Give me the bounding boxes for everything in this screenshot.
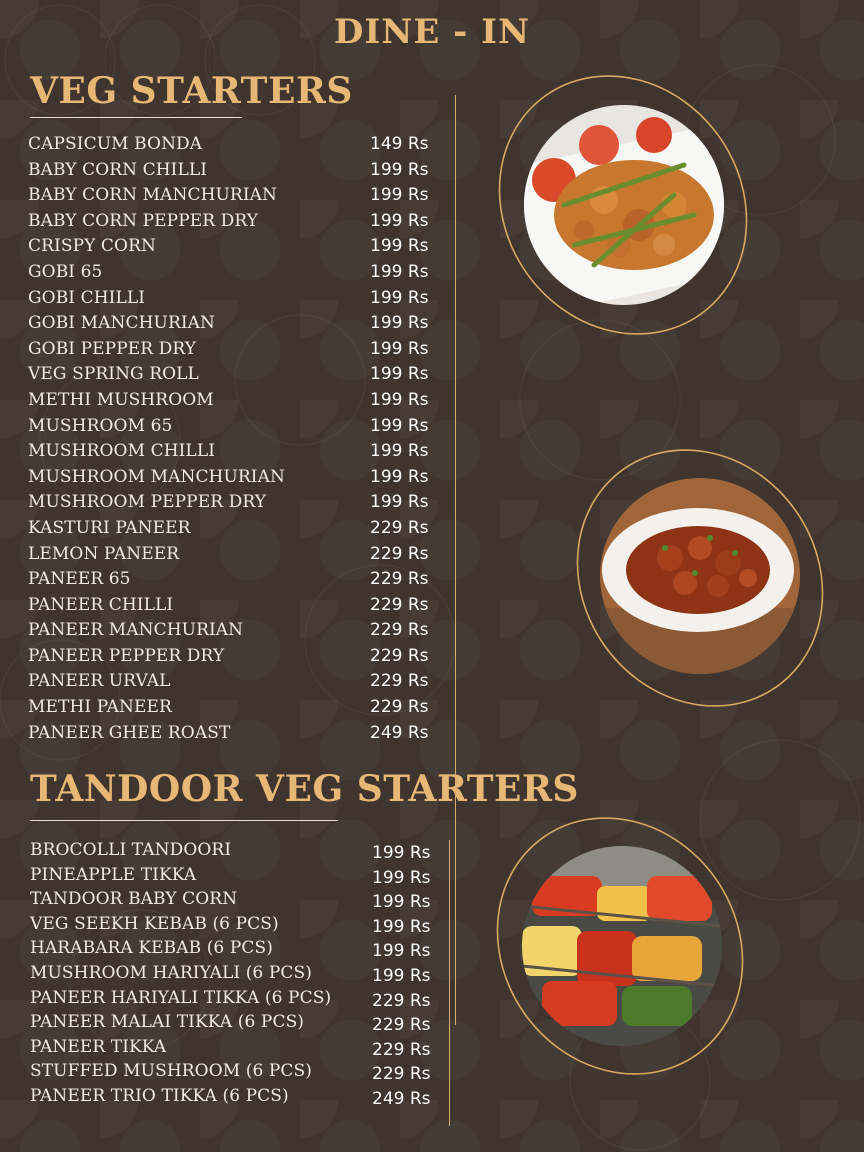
menu-item	[28, 183, 438, 209]
item-name: VEG SEEKH KEBAB (6 PCS)	[30, 913, 279, 934]
item-price: 199 Rs	[372, 867, 431, 888]
item-price: 199 Rs	[370, 159, 429, 180]
menu-item	[28, 132, 438, 158]
item-name: PANEER HARIYALI TIKKA (6 PCS)	[30, 987, 332, 1008]
menu-item	[28, 337, 438, 363]
menu-item	[28, 669, 438, 695]
item-price: 229 Rs	[370, 594, 429, 615]
menu-item	[30, 887, 440, 912]
item-name: BROCOLLI TANDOORI	[30, 840, 232, 860]
item-name: MUSHROOM CHILLI	[28, 441, 216, 462]
item-name: PANEER CHILLI	[28, 594, 174, 615]
item-price: 199 Rs	[370, 415, 429, 436]
item-price: 199 Rs	[370, 313, 429, 334]
menu-item	[28, 644, 438, 670]
section-title-veg-starters: VEG STARTERS	[30, 70, 353, 112]
paneer-tikka-skewers-photo	[522, 846, 722, 1046]
item-name: PANEER PEPPER DRY	[28, 645, 225, 666]
item-price: 199 Rs	[370, 466, 429, 487]
menu-item	[30, 986, 440, 1011]
tandoor-veg-starters-list	[30, 838, 440, 1109]
menu-item	[30, 1084, 440, 1109]
item-name: GOBI 65	[28, 261, 103, 282]
menu-item	[28, 695, 438, 721]
menu-item	[30, 1059, 440, 1084]
item-name: GOBI CHILLI	[28, 287, 146, 308]
item-price: 199 Rs	[372, 892, 431, 913]
veg-starters-list	[28, 132, 438, 746]
menu-item	[28, 414, 438, 440]
paneer-manchurian-bowl-photo	[600, 478, 800, 674]
item-name: MUSHROOM 65	[28, 415, 173, 436]
item-name: BABY CORN CHILLI	[28, 159, 208, 180]
item-name: CAPSICUM BONDA	[28, 134, 203, 154]
item-name: PANEER URVAL	[28, 671, 171, 692]
item-name: METHI PANEER	[28, 697, 172, 718]
menu-item	[30, 961, 440, 986]
menu-item	[28, 286, 438, 312]
item-name: PANEER MALAI TIKKA (6 PCS)	[30, 1012, 305, 1033]
menu-item	[28, 516, 438, 542]
item-name: CRISPY CORN	[28, 236, 156, 257]
item-price: 229 Rs	[370, 697, 429, 718]
item-name: MUSHROOM HARIYALI (6 PCS)	[30, 962, 312, 983]
item-name: LEMON PANEER	[28, 543, 180, 564]
item-name: VEG SPRING ROLL	[28, 364, 199, 385]
item-price: 229 Rs	[370, 569, 429, 590]
item-name: BABY CORN PEPPER DRY	[28, 210, 259, 231]
item-name: STUFFED MUSHROOM (6 PCS)	[30, 1061, 313, 1082]
menu-item	[30, 1035, 440, 1060]
item-price: 199 Rs	[370, 210, 429, 231]
item-name: GOBI PEPPER DRY	[28, 338, 197, 359]
item-price: 229 Rs	[370, 543, 429, 564]
item-price: 229 Rs	[370, 671, 429, 692]
item-name: PANEER 65	[28, 569, 131, 590]
section-underline	[30, 117, 242, 118]
item-name: GOBI MANCHURIAN	[28, 313, 216, 334]
item-name: TANDOOR BABY CORN	[30, 889, 238, 910]
item-price: 249 Rs	[370, 722, 429, 743]
item-name: PANEER TIKKA	[30, 1036, 167, 1057]
menu-item	[28, 618, 438, 644]
item-price: 229 Rs	[372, 1015, 431, 1036]
menu-item	[28, 388, 438, 414]
item-price: 229 Rs	[372, 1039, 431, 1060]
menu-item	[28, 567, 438, 593]
item-price: 199 Rs	[370, 261, 429, 282]
item-price: 229 Rs	[370, 517, 429, 538]
column-divider	[449, 840, 450, 1126]
item-price: 249 Rs	[372, 1088, 431, 1109]
item-name: HARABARA KEBAB (6 PCS)	[30, 938, 273, 959]
item-price: 199 Rs	[370, 338, 429, 359]
item-price: 229 Rs	[372, 1064, 431, 1085]
section-underline	[30, 820, 338, 821]
item-price: 199 Rs	[370, 441, 429, 462]
item-name: MUSHROOM MANCHURIAN	[28, 466, 285, 487]
item-price: 199 Rs	[372, 843, 431, 863]
item-price: 199 Rs	[372, 916, 431, 937]
item-price: 199 Rs	[370, 236, 429, 257]
item-name: MUSHROOM PEPPER DRY	[28, 492, 267, 513]
item-price: 199 Rs	[370, 287, 429, 308]
menu-item	[28, 490, 438, 516]
item-price: 199 Rs	[370, 492, 429, 513]
item-name: PANEER GHEE ROAST	[28, 722, 231, 743]
menu-item	[30, 936, 440, 961]
menu-item	[30, 912, 440, 937]
item-name: PANEER MANCHURIAN	[28, 620, 244, 641]
item-price: 199 Rs	[370, 185, 429, 206]
menu-item	[28, 465, 438, 491]
item-price: 229 Rs	[370, 620, 429, 641]
item-price: 199 Rs	[370, 389, 429, 410]
item-name: BABY CORN MANCHURIAN	[28, 185, 277, 206]
item-price: 199 Rs	[370, 364, 429, 385]
section-title-tandoor-veg-starters: TANDOOR VEG STARTERS	[30, 768, 579, 810]
column-divider	[455, 95, 456, 1025]
item-name: PINEAPPLE TIKKA	[30, 864, 197, 885]
menu-item	[28, 593, 438, 619]
menu-item	[28, 234, 438, 260]
item-price: 199 Rs	[372, 941, 431, 962]
menu-item	[30, 838, 440, 863]
menu-item	[28, 542, 438, 568]
item-name: PANEER TRIO TIKKA (6 PCS)	[30, 1085, 289, 1106]
item-name: KASTURI PANEER	[28, 517, 191, 538]
menu-item	[28, 209, 438, 235]
menu-item	[28, 260, 438, 286]
item-price: 229 Rs	[372, 990, 431, 1011]
menu-item	[28, 721, 438, 747]
gobi-chilli-dish-photo	[524, 105, 724, 305]
item-price: 199 Rs	[372, 965, 431, 986]
menu-item	[28, 439, 438, 465]
menu-item	[28, 158, 438, 184]
item-price: 229 Rs	[370, 645, 429, 666]
page-title: DINE - IN	[333, 12, 531, 52]
menu-item	[30, 1010, 440, 1035]
menu-item	[28, 362, 438, 388]
item-price: 149 Rs	[370, 134, 429, 154]
menu-item	[28, 311, 438, 337]
menu-item	[30, 863, 440, 888]
item-name: METHI MUSHROOM	[28, 389, 214, 410]
